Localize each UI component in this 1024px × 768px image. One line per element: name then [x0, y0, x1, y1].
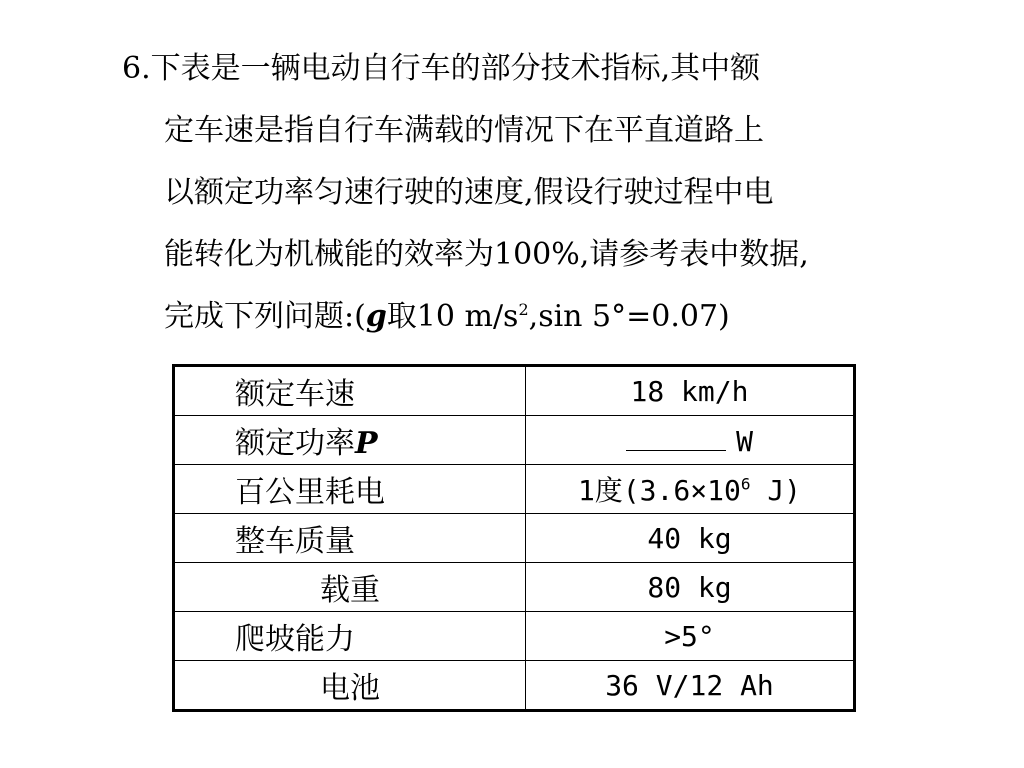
problem-line-5-prefix: 完成下列问题:( — [164, 299, 366, 334]
row-value — [526, 465, 855, 514]
row-value: 36 V/12 Ah — [526, 661, 855, 711]
row-value: >5° — [526, 612, 855, 661]
problem-line-5-suffix: ,sin 5°=0.07) — [528, 299, 730, 334]
table-row — [174, 465, 855, 514]
row-value: 40 kg — [526, 514, 855, 563]
problem-line-3: 以额定功率匀速行驶的速度,假设行驶过程中电 — [164, 175, 774, 210]
row-value: 18 km/h — [526, 366, 855, 416]
table-row — [174, 661, 855, 711]
problem-line-2: 定车速是指自行车满载的情况下在平直道路上 — [164, 113, 764, 148]
row-value: 80 kg — [526, 563, 855, 612]
table-row — [174, 563, 855, 612]
row-label: 百公里耗电 — [174, 465, 526, 514]
row-label: 额定车速 — [174, 366, 526, 416]
answer-blank — [626, 422, 726, 451]
table-row — [174, 366, 855, 416]
problem-line-1: 6.下表是一辆电动自行车的部分技术指标,其中额 — [122, 51, 761, 86]
row-label-text: 额定功率 — [235, 426, 355, 461]
row-value-exponent: 6 — [740, 474, 751, 494]
table-row — [174, 416, 855, 465]
row-value-unit: W — [736, 425, 753, 458]
row-label: 电池 — [174, 661, 526, 711]
problem-line-5 — [122, 286, 902, 348]
row-label: 爬坡能力 — [174, 612, 526, 661]
gravity-symbol: g — [365, 299, 387, 334]
table-row — [174, 612, 855, 661]
spec-table — [172, 364, 856, 712]
problem-line-4: 能转化为机械能的效率为100%,请参考表中数据, — [164, 237, 809, 272]
table-row — [174, 514, 855, 563]
row-value — [526, 416, 855, 465]
problem-text — [122, 38, 902, 348]
row-value-prefix: 1度(3.6×10 — [577, 474, 741, 507]
row-label — [174, 416, 526, 465]
problem-line-5-mid: 取10 m/s — [386, 299, 519, 334]
row-label: 载重 — [174, 563, 526, 612]
row-value-suffix: J) — [750, 474, 802, 507]
row-label: 整车质量 — [174, 514, 526, 563]
power-symbol: P — [355, 426, 378, 461]
exponent: 2 — [518, 300, 529, 319]
